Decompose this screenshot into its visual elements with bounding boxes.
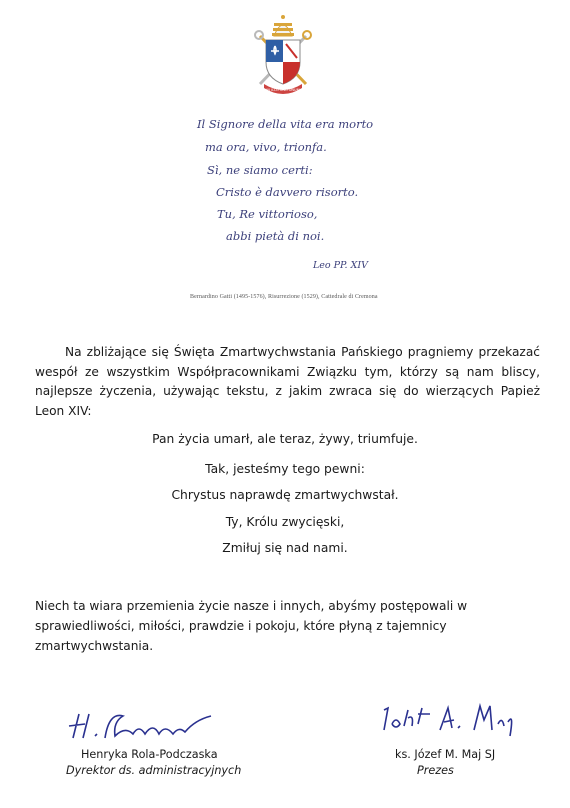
poem-line-1: Pan życia umarł, ale teraz, żywy, triumfuje. [152, 432, 418, 446]
right-handwritten-signature [378, 700, 518, 740]
handwritten-line-6: abbi pietà di noi. [226, 229, 325, 243]
artwork-caption: Bernardino Gatti (1495-1576), Risurrezione (1529), Cattedrale di Cremona [190, 294, 378, 300]
handwritten-line-2: ma ora, vivo, trionfa. [205, 140, 327, 154]
left-signatory-title: Dyrektor ds. administracyjnych [66, 764, 242, 777]
right-signatory-name: ks. Józef M. Maj SJ [395, 748, 496, 761]
papal-coat-of-arms-icon [248, 14, 318, 98]
handwritten-line-4: Cristo è davvero risorto. [216, 185, 359, 199]
left-handwritten-signature [65, 708, 215, 744]
pope-signature: Leo PP. XIV [313, 260, 368, 271]
right-signatory-title: Prezes [417, 764, 454, 777]
poem-line-4: Ty, Królu zwycięski, [225, 515, 345, 529]
handwritten-line-3: Sì, ne siamo certi: [207, 163, 313, 177]
svg-text:IN ILLO UNO UNUM: IN ILLO UNO UNUM [266, 88, 300, 92]
intro-paragraph [35, 343, 540, 421]
left-signatory-name: Henryka Rola-Podczaska [81, 748, 218, 761]
handwritten-line-5: Tu, Re vittorioso, [217, 207, 318, 221]
closing-paragraph: Niech ta wiara przemienia życie nasze i innych, abyśmy postępowali w sprawiedliwości, miłości, prawdzie i pokoju, które płyną z tajemnicy zmartwychwstania. [35, 599, 468, 653]
handwritten-line-1: Il Signore della vita era morto [197, 117, 374, 131]
intro-text: Na zbliżające się Święta Zmartwychwstania Pańskiego pragniemy przekazać wespół ze wszystkim Współpracownikami Związku tym, którzy są nam bliscy, najlepsze życzenia, używając tekstu, z jakim zwraca się do wierzących Papież Leon XIV: [35, 345, 540, 418]
poem-line-2: Tak, jesteśmy tego pewni: [205, 462, 365, 476]
poem-line-5: Zmiłuj się nad nami. [222, 541, 348, 555]
poem-line-3: Chrystus naprawdę zmartwychwstał. [171, 488, 399, 502]
